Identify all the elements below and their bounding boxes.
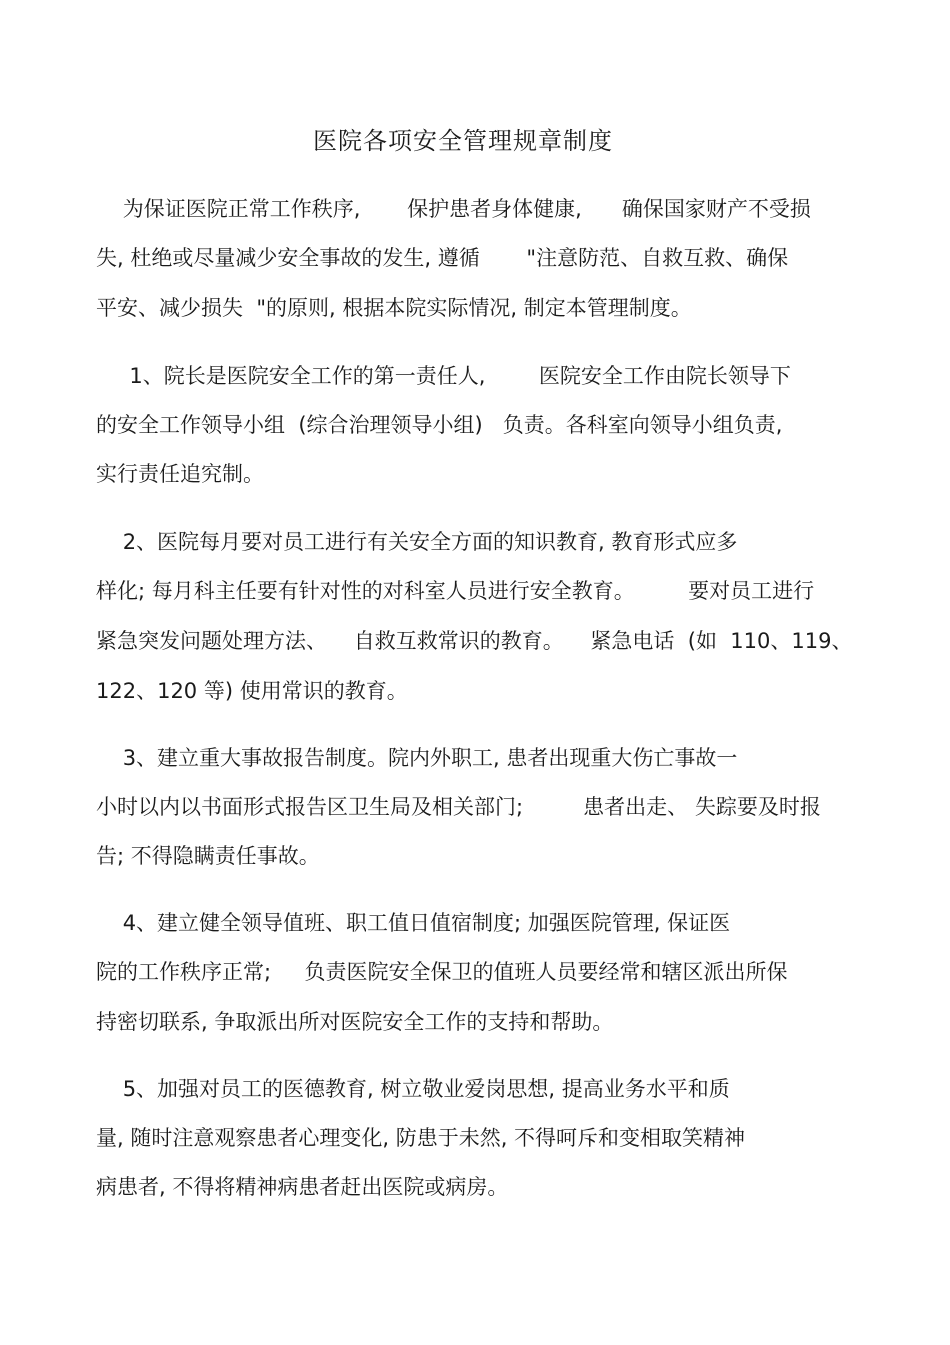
paragraph-intro-line-1: 为保证医院正常工作秩序, 保护患者身体健康, 确保国家财产不受损 bbox=[96, 197, 811, 221]
paragraph-1-line-2: 的安全工作领导小组 (综合治理领导小组) 负责。各科室向领导小组负责, bbox=[96, 413, 783, 437]
paragraph-5-line-1: 5、加强对员工的医德教育, 树立敬业爱岗思想, 提高业务水平和质 bbox=[96, 1077, 730, 1101]
paragraph-1-line-3: 实行责任追究制。 bbox=[96, 462, 264, 486]
paragraph-2-line-1: 2、医院每月要对员工进行有关安全方面的知识教育, 教育形式应多 bbox=[96, 530, 738, 554]
paragraph-intro-line-2: 失, 杜绝或尽量减少安全事故的发生, 遵循 "注意防范、自救互救、确保 bbox=[96, 246, 789, 270]
paragraph-3-line-3: 告; 不得隐瞒责任事故。 bbox=[96, 844, 320, 868]
paragraph-2-line-3: 紧急突发问题处理方法、 自救互救常识的教育。 紧急电话 (如 110、119、 bbox=[96, 629, 853, 653]
paragraph-3-line-2: 小时以内以书面形式报告区卫生局及相关部门; 患者出走、 失踪要及时报 bbox=[96, 795, 821, 819]
paragraph-1-line-1: 1、院长是医院安全工作的第一责任人, 医院安全工作由院长领导下 bbox=[96, 364, 791, 388]
paragraph-2-line-2: 样化; 每月科主任要有针对性的对科室人员进行安全教育。 要对员工进行 bbox=[96, 579, 815, 603]
paragraph-5-line-3: 病患者, 不得将精神病患者赶出医院或病房。 bbox=[96, 1175, 509, 1199]
document-title: 医院各项安全管理规章制度 bbox=[313, 127, 613, 155]
paragraph-5-line-2: 量, 随时注意观察患者心理变化, 防患于未然, 不得呵斥和变相取笑精神 bbox=[96, 1126, 746, 1150]
paragraph-3-line-1: 3、建立重大事故报告制度。院内外职工, 患者出现重大伤亡事故一 bbox=[96, 746, 738, 770]
paragraph-4-line-3: 持密切联系, 争取派出所对医院安全工作的支持和帮助。 bbox=[96, 1010, 614, 1034]
paragraph-4-line-2: 院的工作秩序正常; 负责医院安全保卫的值班人员要经常和辖区派出所保 bbox=[96, 960, 788, 984]
paragraph-intro-line-3: 平安、减少损失 "的原则, 根据本院实际情况, 制定本管理制度。 bbox=[96, 296, 692, 320]
paragraph-2-line-4: 122、120 等) 使用常识的教育。 bbox=[96, 679, 408, 703]
paragraph-4-line-1: 4、建立健全领导值班、职工值日值宿制度; 加强医院管理, 保证医 bbox=[96, 911, 731, 935]
